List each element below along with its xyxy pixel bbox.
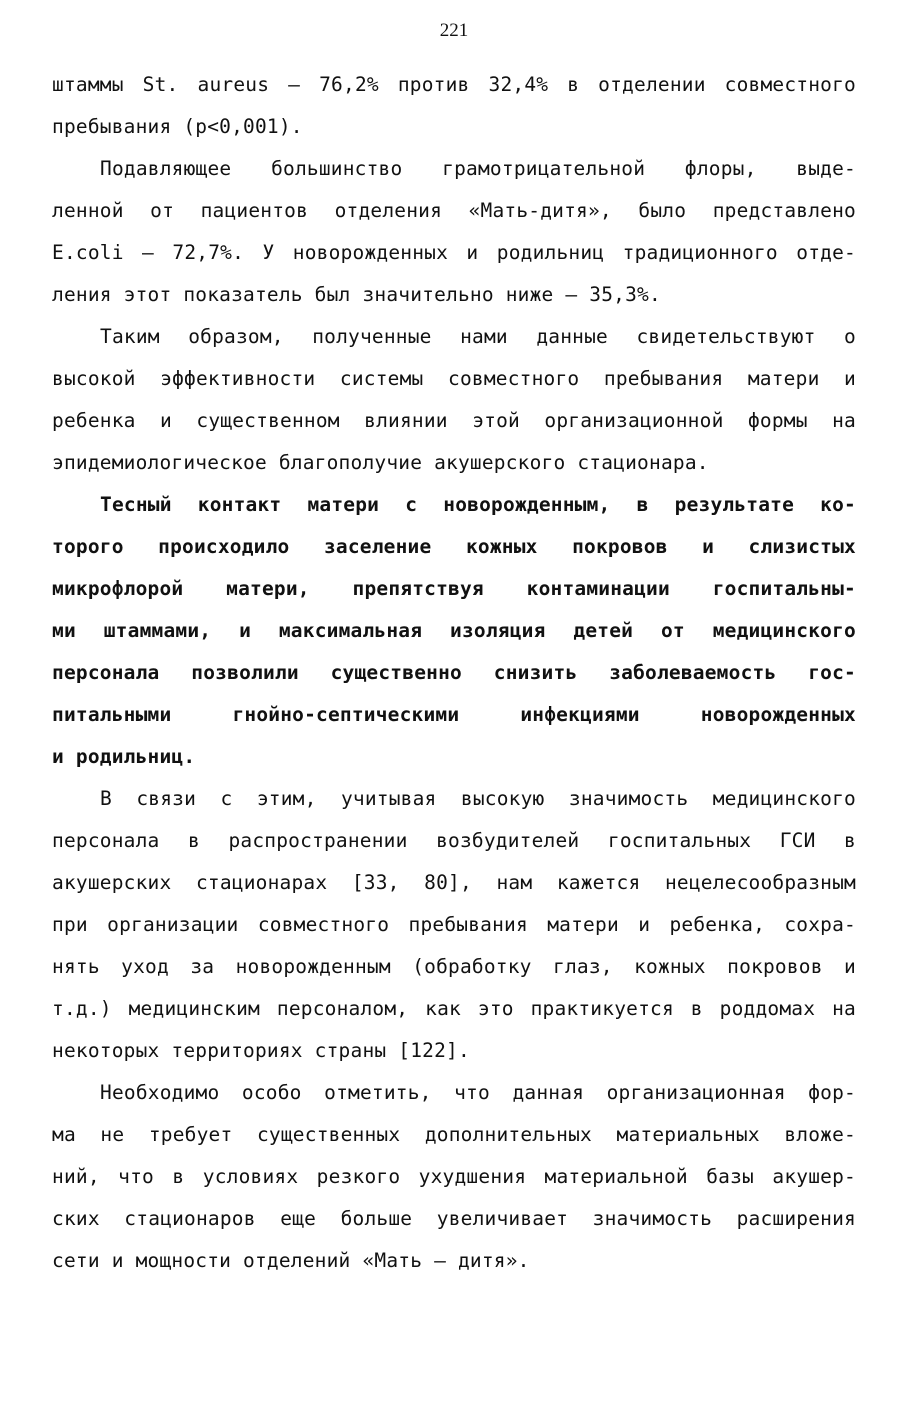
paragraph-cost-note (52, 1072, 856, 1282)
text-line: ма не требует существенных дополнительных материальных вложе- (52, 1123, 856, 1146)
paragraph-bold-finding (52, 484, 856, 778)
text-line: Подавляющее большинство грамотрицательной флоры, выде- (100, 157, 856, 180)
text-line: сети и мощности отделений «Мать – дитя». (52, 1249, 530, 1272)
text-line: торого происходило заселение кожных покровов и слизистых (52, 535, 856, 558)
text-line: ских стационаров еще больше увеличивает значимость расширения (52, 1207, 856, 1230)
text-line: персонала позволили существенно снизить заболеваемость гос- (52, 661, 856, 684)
text-line: нять уход за новорожденным (обработку глаз, кожных покровов и (52, 955, 856, 978)
text-line: пребывания (р<0,001). (52, 115, 303, 138)
text-line: ребенка и существенном влиянии этой организационной формы на (52, 409, 856, 432)
text-line: Необходимо особо отметить, что данная организационная фор- (100, 1081, 856, 1104)
text-line: и родильниц. (52, 745, 196, 768)
text-line: микрофлорой матери, препятствуя контаминации госпитальны- (52, 577, 856, 600)
text-line: персонала в распространении возбудителей госпитальных ГСИ в (52, 829, 856, 852)
text-line: ний, что в условиях резкого ухудшения материальной базы акушер- (52, 1165, 856, 1188)
text-line: т.д.) медицинским персоналом, как это практикуется в роддомах на (52, 997, 856, 1020)
text-line: ленной от пациентов отделения «Мать-дитя», было представлено (52, 199, 856, 222)
text-line: Таким образом, полученные нами данные свидетельствуют о (100, 325, 856, 348)
text-line: питальными гнойно-септическими инфекциями новорожденных (52, 703, 856, 726)
text-line: штаммы St. aureus – 76,2% против 32,4% в отделении совместного (52, 73, 856, 96)
text-line: при организации совместного пребывания матери и ребенка, сохра- (52, 913, 856, 936)
text-line: ления этот показатель был значительно ниже – 35,3%. (52, 283, 661, 306)
paragraph-staff-care (52, 778, 856, 1072)
text-line: E.coli – 72,7%. У новорожденных и родильниц традиционного отде- (52, 241, 856, 264)
text-line: акушерских стационарах [33, 80], нам кажется нецелесообразным (52, 871, 856, 894)
paragraph-conclusion (52, 316, 856, 484)
text-line: высокой эффективности системы совместного пребывания матери и (52, 367, 856, 390)
page-number: 221 (439, 20, 469, 41)
paragraph-continued (52, 64, 856, 148)
text-line: эпидемиологическое благополучие акушерского стационара. (52, 451, 709, 474)
text-line: ми штаммами, и максимальная изоляция детей от медицинского (52, 619, 856, 642)
text-line: Тесный контакт матери с новорожденным, в результате ко- (100, 493, 856, 516)
text-line: В связи с этим, учитывая высокую значимость медицинского (100, 787, 856, 810)
document-body (52, 64, 856, 1282)
text-line: некоторых территориях страны [122]. (52, 1039, 470, 1062)
paragraph-gram-negative-flora (52, 148, 856, 316)
